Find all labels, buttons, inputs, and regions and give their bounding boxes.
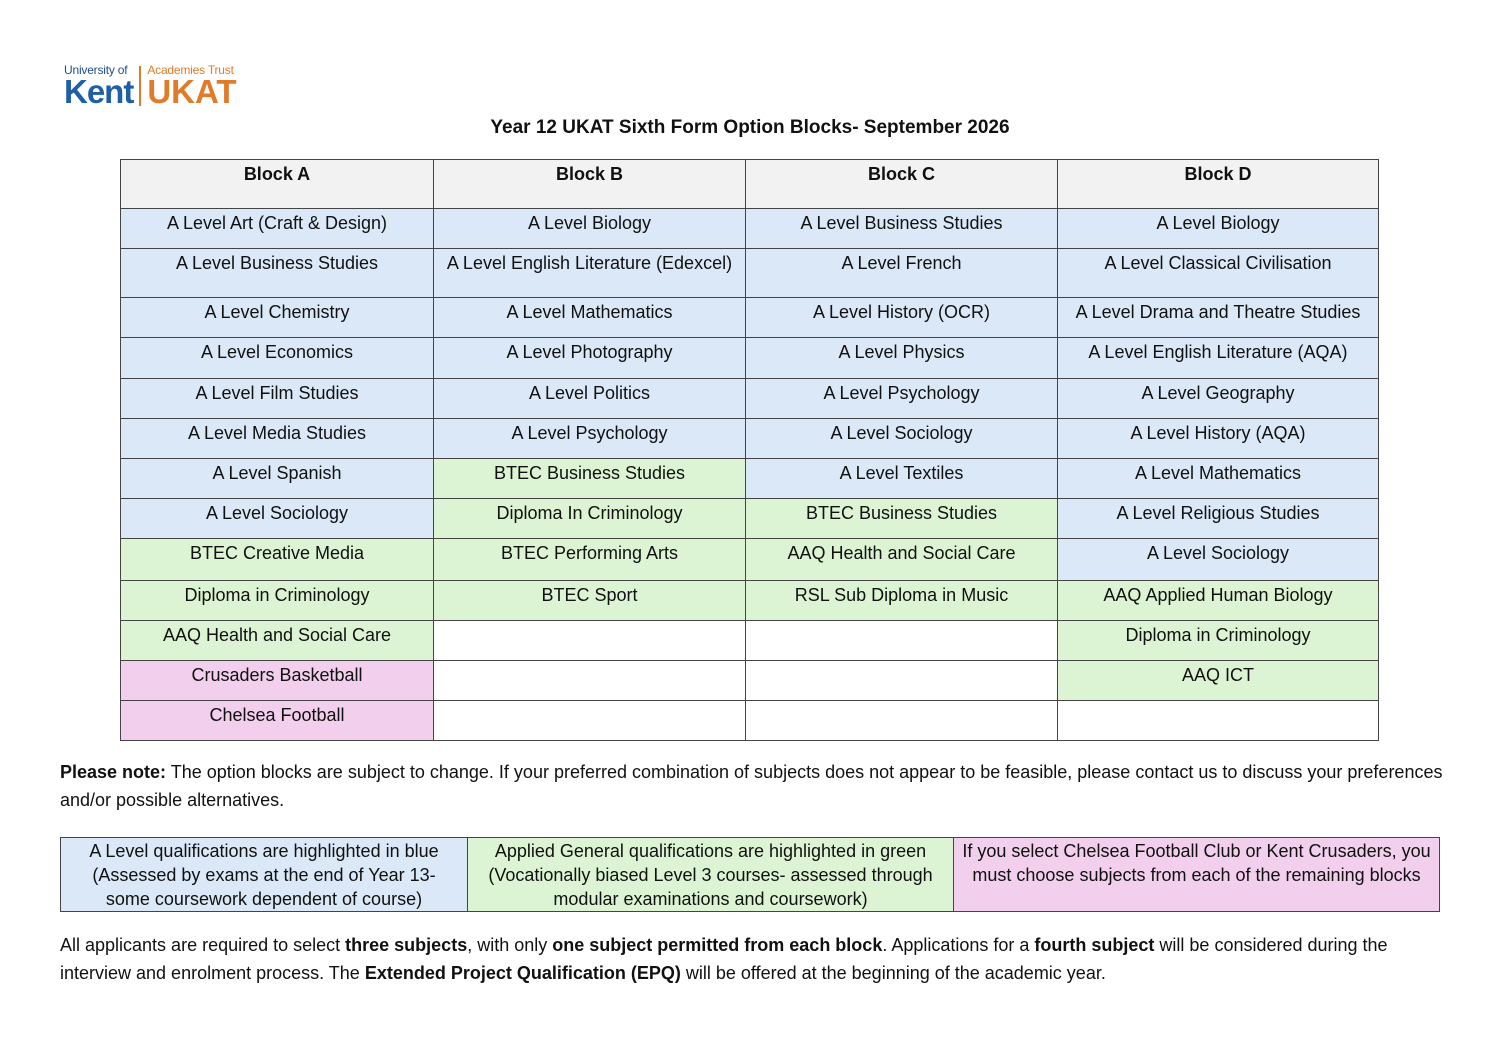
footer-part: All applicants are required to select bbox=[60, 935, 346, 955]
logo-kent-big: Kent bbox=[64, 73, 134, 110]
subject-cell: A Level Mathematics bbox=[434, 298, 746, 338]
subject-cell: A Level Physics bbox=[746, 338, 1058, 379]
subject-cell: A Level English Literature (AQA) bbox=[1058, 338, 1379, 379]
subject-cell: BTEC Performing Arts bbox=[434, 539, 746, 581]
empty-cell bbox=[1058, 701, 1379, 741]
subject-cell: A Level Drama and Theatre Studies bbox=[1058, 298, 1379, 338]
subject-cell: A Level Psychology bbox=[746, 379, 1058, 419]
subject-cell: A Level Biology bbox=[434, 209, 746, 249]
subject-cell: A Level Business Studies bbox=[746, 209, 1058, 249]
subject-cell: Diploma in Criminology bbox=[1058, 621, 1379, 661]
header-block-d: Block D bbox=[1058, 160, 1379, 209]
subject-cell: A Level Business Studies bbox=[121, 249, 434, 298]
subject-cell: Crusaders Basketball bbox=[121, 661, 434, 701]
page-title: Year 12 UKAT Sixth Form Option Blocks- September 2026 bbox=[490, 117, 1010, 138]
subject-cell: Chelsea Football bbox=[121, 701, 434, 741]
subject-cell: A Level Psychology bbox=[434, 419, 746, 459]
university-of-kent-logo bbox=[64, 64, 133, 108]
table-row bbox=[121, 419, 1379, 459]
footer-part: will be offered at the beginning of the academic year. bbox=[680, 963, 1106, 983]
footer-part: , with only bbox=[467, 935, 553, 955]
empty-cell bbox=[746, 661, 1058, 701]
subject-cell: A Level Spanish bbox=[121, 459, 434, 499]
subject-cell: A Level History (AQA) bbox=[1058, 419, 1379, 459]
subject-cell: A Level Geography bbox=[1058, 379, 1379, 419]
table-row bbox=[121, 379, 1379, 419]
subject-cell: A Level French bbox=[746, 249, 1058, 298]
subject-cell: AAQ ICT bbox=[1058, 661, 1379, 701]
subject-cell: BTEC Business Studies bbox=[434, 459, 746, 499]
subject-cell: AAQ Applied Human Biology bbox=[1058, 581, 1379, 621]
subject-cell: Diploma In Criminology bbox=[434, 499, 746, 539]
subject-cell: BTEC Creative Media bbox=[121, 539, 434, 581]
subject-cell: A Level Religious Studies bbox=[1058, 499, 1379, 539]
subject-cell: AAQ Health and Social Care bbox=[121, 621, 434, 661]
subject-cell: A Level Sociology bbox=[1058, 539, 1379, 581]
subject-cell: A Level Biology bbox=[1058, 209, 1379, 249]
blocks-body bbox=[121, 209, 1379, 741]
footer-bold: one subject permitted from each block bbox=[552, 935, 883, 955]
header-block-a: Block A bbox=[121, 160, 434, 209]
header-block-b: Block B bbox=[434, 160, 746, 209]
please-note bbox=[60, 758, 1450, 814]
subject-cell: Diploma in Criminology bbox=[121, 581, 434, 621]
header-block-c: Block C bbox=[746, 160, 1058, 209]
subject-cell: A Level Photography bbox=[434, 338, 746, 379]
empty-cell bbox=[746, 621, 1058, 661]
subject-cell: A Level Media Studies bbox=[121, 419, 434, 459]
subject-cell: A Level Film Studies bbox=[121, 379, 434, 419]
subject-cell: A Level Chemistry bbox=[121, 298, 434, 338]
footer-bold: Extended Project Qualification (EPQ) bbox=[364, 963, 681, 983]
footer-bold: fourth subject bbox=[1034, 935, 1155, 955]
option-blocks-table bbox=[120, 159, 1379, 741]
footer-text bbox=[60, 931, 1450, 987]
subject-cell: BTEC Business Studies bbox=[746, 499, 1058, 539]
table-row bbox=[121, 621, 1379, 661]
table-row bbox=[121, 701, 1379, 741]
subject-cell: A Level Mathematics bbox=[1058, 459, 1379, 499]
legend-table bbox=[60, 837, 1440, 912]
legend-sports: If you select Chelsea Football Club or Kent Crusaders, you must choose subjects from each of the remaining blocks bbox=[954, 838, 1440, 912]
table-row bbox=[121, 338, 1379, 379]
footer-bold: three subjects bbox=[345, 935, 468, 955]
table-row bbox=[121, 298, 1379, 338]
footer-part: will be considered during the interview and enrolment process. The bbox=[60, 935, 1388, 983]
footer-part: . Applications for a bbox=[882, 935, 1035, 955]
logo-divider bbox=[139, 66, 141, 106]
logo-ukat-big: UKAT bbox=[147, 73, 237, 110]
subject-cell: A Level Textiles bbox=[746, 459, 1058, 499]
subject-cell: AAQ Health and Social Care bbox=[746, 539, 1058, 581]
logo-ukat-small: Academies Trust bbox=[147, 63, 234, 77]
subject-cell: A Level Sociology bbox=[121, 499, 434, 539]
subject-cell: A Level Economics bbox=[121, 338, 434, 379]
subject-cell: RSL Sub Diploma in Music bbox=[746, 581, 1058, 621]
ukat-logo bbox=[147, 64, 236, 108]
subject-cell: A Level History (OCR) bbox=[746, 298, 1058, 338]
note-label: Please note: bbox=[60, 762, 167, 782]
table-row bbox=[121, 661, 1379, 701]
table-row bbox=[121, 209, 1379, 249]
note-text: The option blocks are subject to change. If your preferred combination of subjects does not appear to be feasible, please contact us to discuss your preferences and/or possible alternatives. bbox=[60, 762, 1443, 810]
table-row bbox=[121, 539, 1379, 581]
table-row bbox=[121, 499, 1379, 539]
subject-cell: A Level Classical Civilisation bbox=[1058, 249, 1379, 298]
logo-kent-small: University of bbox=[64, 63, 128, 77]
table-row bbox=[121, 249, 1379, 298]
legend-a-level: A Level qualifications are highlighted in blue (Assessed by exams at the end of Year 13- some coursework dependent of course) bbox=[61, 838, 468, 912]
subject-cell: A Level Sociology bbox=[746, 419, 1058, 459]
legend-applied-general: Applied General qualifications are highlighted in green (Vocationally biased Level 3 courses- assessed through modular examinations and coursework) bbox=[468, 838, 954, 912]
empty-cell bbox=[434, 661, 746, 701]
subject-cell: A Level English Literature (Edexcel) bbox=[434, 249, 746, 298]
empty-cell bbox=[434, 701, 746, 741]
subject-cell: A Level Politics bbox=[434, 379, 746, 419]
logo bbox=[64, 64, 237, 108]
subject-cell: BTEC Sport bbox=[434, 581, 746, 621]
table-row bbox=[121, 581, 1379, 621]
empty-cell bbox=[434, 621, 746, 661]
table-row bbox=[121, 459, 1379, 499]
subject-cell: A Level Art (Craft & Design) bbox=[121, 209, 434, 249]
header-row bbox=[121, 160, 1379, 209]
empty-cell bbox=[746, 701, 1058, 741]
